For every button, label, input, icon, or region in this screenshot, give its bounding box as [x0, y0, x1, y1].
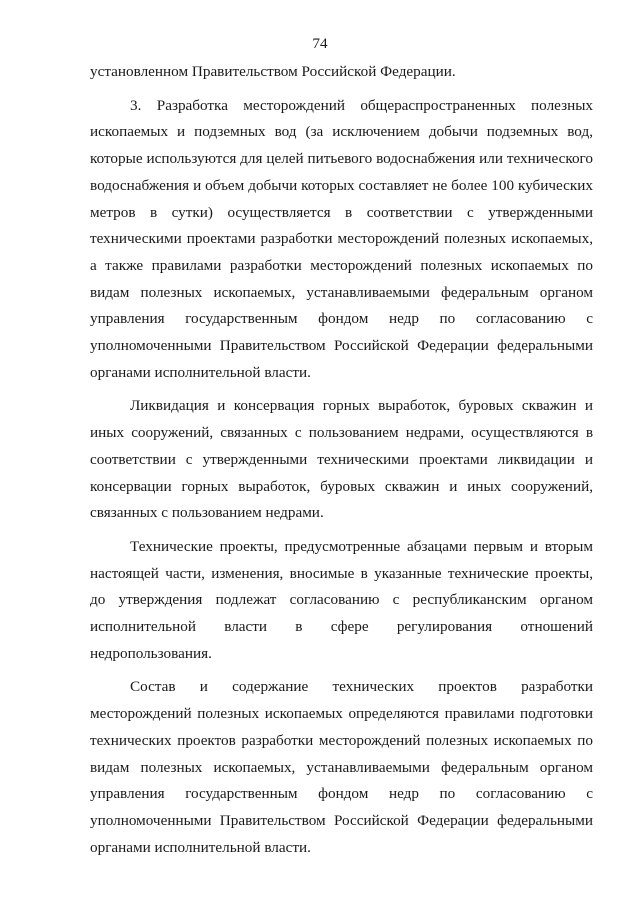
paragraph-composition: Состав и содержание технических проектов разработки месторождений полезных ископаемых определяются правилами подготовки технических проектов разработки месторождений полезных ископаемых по видам полезных ископаемых, устанавливаемыми федеральным органом управления государственным фондом недр по согласованию с уполномоченными Правительством Российской Федерации федеральными органами исполнительной власти. — [90, 678, 593, 856]
paragraph-liquidation: Ликвидация и консервация горных выработок, буровых скважин и иных сооружений, связанных с пользованием недрами, осуществляются в соответствии с утвержденными техническими проектами ликвидации и консервации горных выработок, буровых скважин и иных сооружений, связанных с пользованием недрами. — [90, 397, 593, 522]
document-body — [90, 59, 593, 861]
paragraph-technical-projects: Технические проекты, предусмотренные абзацами первым и вторым настоящей части, изменения, вносимые в указанные технические проекты, до утверждения подлежат согласованию с республиканским органом исполнительной власти в сфере регулирования отношений недропользования. — [90, 537, 593, 662]
page-number: 74 — [312, 35, 328, 52]
paragraph-continuation: установленном Правительством Российской Федерации. — [90, 63, 456, 80]
paragraph-item-3: 3. Разработка месторождений общераспространенных полезных ископаемых и подземных вод (за исключением добычи подземных вод, которые используются для целей питьевого водоснабжения или технического водоснабжения и объем добычи которых составляет не более 100 кубических метров в сутки) осуществляется в соответствии с утвержденными техническими проектами разработки месторождений полезных ископаемых, а также правилами разработки месторождений полезных ископаемых по видам полезных ископаемых, устанавливаемыми федеральным органом управления государственным фондом недр по согласованию с уполномоченными Правительством Российской Федерации федеральными органами исполнительной власти. — [90, 96, 593, 381]
